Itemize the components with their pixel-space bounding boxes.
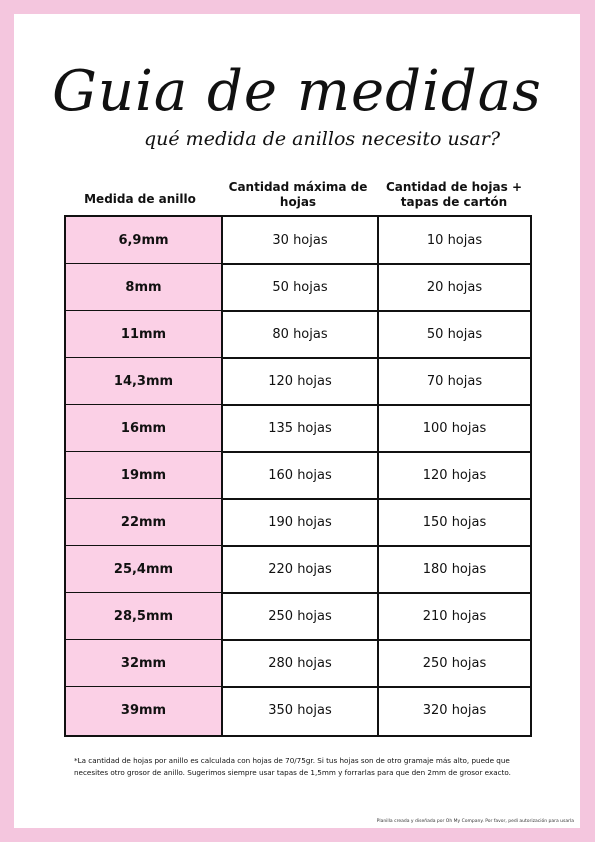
sheets-with-covers-cell: 70 hojas bbox=[426, 374, 483, 389]
table-row bbox=[66, 217, 530, 264]
credit-line: Planilla creada y diseñada por Oh My Company. Por favor, pedí autorización para usarla bbox=[376, 819, 574, 824]
ring-size-cell: 28,5mm bbox=[66, 593, 221, 640]
column-divider bbox=[377, 217, 379, 735]
max-sheets-cell: 50 hojas bbox=[272, 280, 328, 295]
max-sheets-cell: 30 hojas bbox=[272, 233, 328, 248]
table-row bbox=[66, 452, 530, 499]
sheets-with-covers-cell: 20 hojas bbox=[426, 280, 483, 295]
ring-size-cell: 14,3mm bbox=[66, 358, 221, 405]
table-row bbox=[66, 640, 530, 687]
column-divider bbox=[221, 217, 223, 735]
max-sheets-cell: 190 hojas bbox=[268, 515, 332, 530]
sheets-with-covers-cell: 100 hojas bbox=[422, 421, 487, 436]
max-sheets-cell: 250 hojas bbox=[268, 609, 332, 624]
sheets-with-covers-cell: 10 hojas bbox=[426, 233, 483, 248]
table-row bbox=[66, 311, 530, 358]
ring-size-cell: 11mm bbox=[66, 311, 221, 358]
table-row bbox=[66, 546, 530, 593]
max-sheets-cell: 350 hojas bbox=[268, 703, 332, 718]
page-title: Guia de medidas bbox=[52, 59, 542, 124]
table-row bbox=[66, 358, 530, 405]
sheets-with-covers-cell: 50 hojas bbox=[426, 327, 483, 342]
sheets-with-covers-cell: 180 hojas bbox=[422, 562, 487, 577]
ring-size-cell: 16mm bbox=[66, 405, 221, 452]
sheets-with-covers-cell: 210 hojas bbox=[422, 609, 487, 624]
ring-size-cell: 6,9mm bbox=[66, 217, 221, 264]
max-sheets-cell: 135 hojas bbox=[268, 421, 332, 436]
table-row bbox=[66, 405, 530, 452]
sheets-with-covers-cell: 150 hojas bbox=[422, 515, 487, 530]
max-sheets-cell: 220 hojas bbox=[268, 562, 332, 577]
column-header-max-sheets: Cantidad máxima de hojas bbox=[228, 180, 368, 209]
column-header-sheets-with-covers: Cantidad de hojas + tapas de cartón bbox=[385, 180, 523, 209]
max-sheets-cell: 80 hojas bbox=[272, 327, 328, 342]
ring-size-cell: 39mm bbox=[66, 687, 221, 735]
ring-size-cell: 25,4mm bbox=[66, 546, 221, 593]
max-sheets-cell: 120 hojas bbox=[268, 374, 332, 389]
table-row bbox=[66, 499, 530, 546]
footnote: *La cantidad de hojas por anillo es calculada con hojas de 70/75gr. Si tus hojas son de otro gramaje más alto, puede que necesites otro grosor de anillo. Sugerimos siempre usar tapas de 1,5mm y forrarlas para que den 2mm de grosor exacto. bbox=[74, 756, 511, 777]
ring-size-cell: 22mm bbox=[66, 499, 221, 546]
max-sheets-cell: 280 hojas bbox=[268, 656, 332, 671]
table-row bbox=[66, 264, 530, 311]
table-row bbox=[66, 593, 530, 640]
ring-size-cell: 8mm bbox=[66, 264, 221, 311]
sheets-with-covers-cell: 120 hojas bbox=[422, 468, 487, 483]
sheets-with-covers-cell: 250 hojas bbox=[422, 656, 487, 671]
table-row bbox=[66, 687, 530, 735]
page-subtitle: qué medida de anillos necesito usar? bbox=[144, 128, 501, 150]
sheets-with-covers-cell: 320 hojas bbox=[422, 703, 487, 718]
ring-size-table bbox=[64, 215, 532, 737]
ring-size-cell: 32mm bbox=[66, 640, 221, 687]
document-page bbox=[14, 14, 580, 828]
ring-size-cell: 19mm bbox=[66, 452, 221, 499]
column-header-ring-size: Medida de anillo bbox=[84, 192, 196, 206]
max-sheets-cell: 160 hojas bbox=[268, 468, 332, 483]
